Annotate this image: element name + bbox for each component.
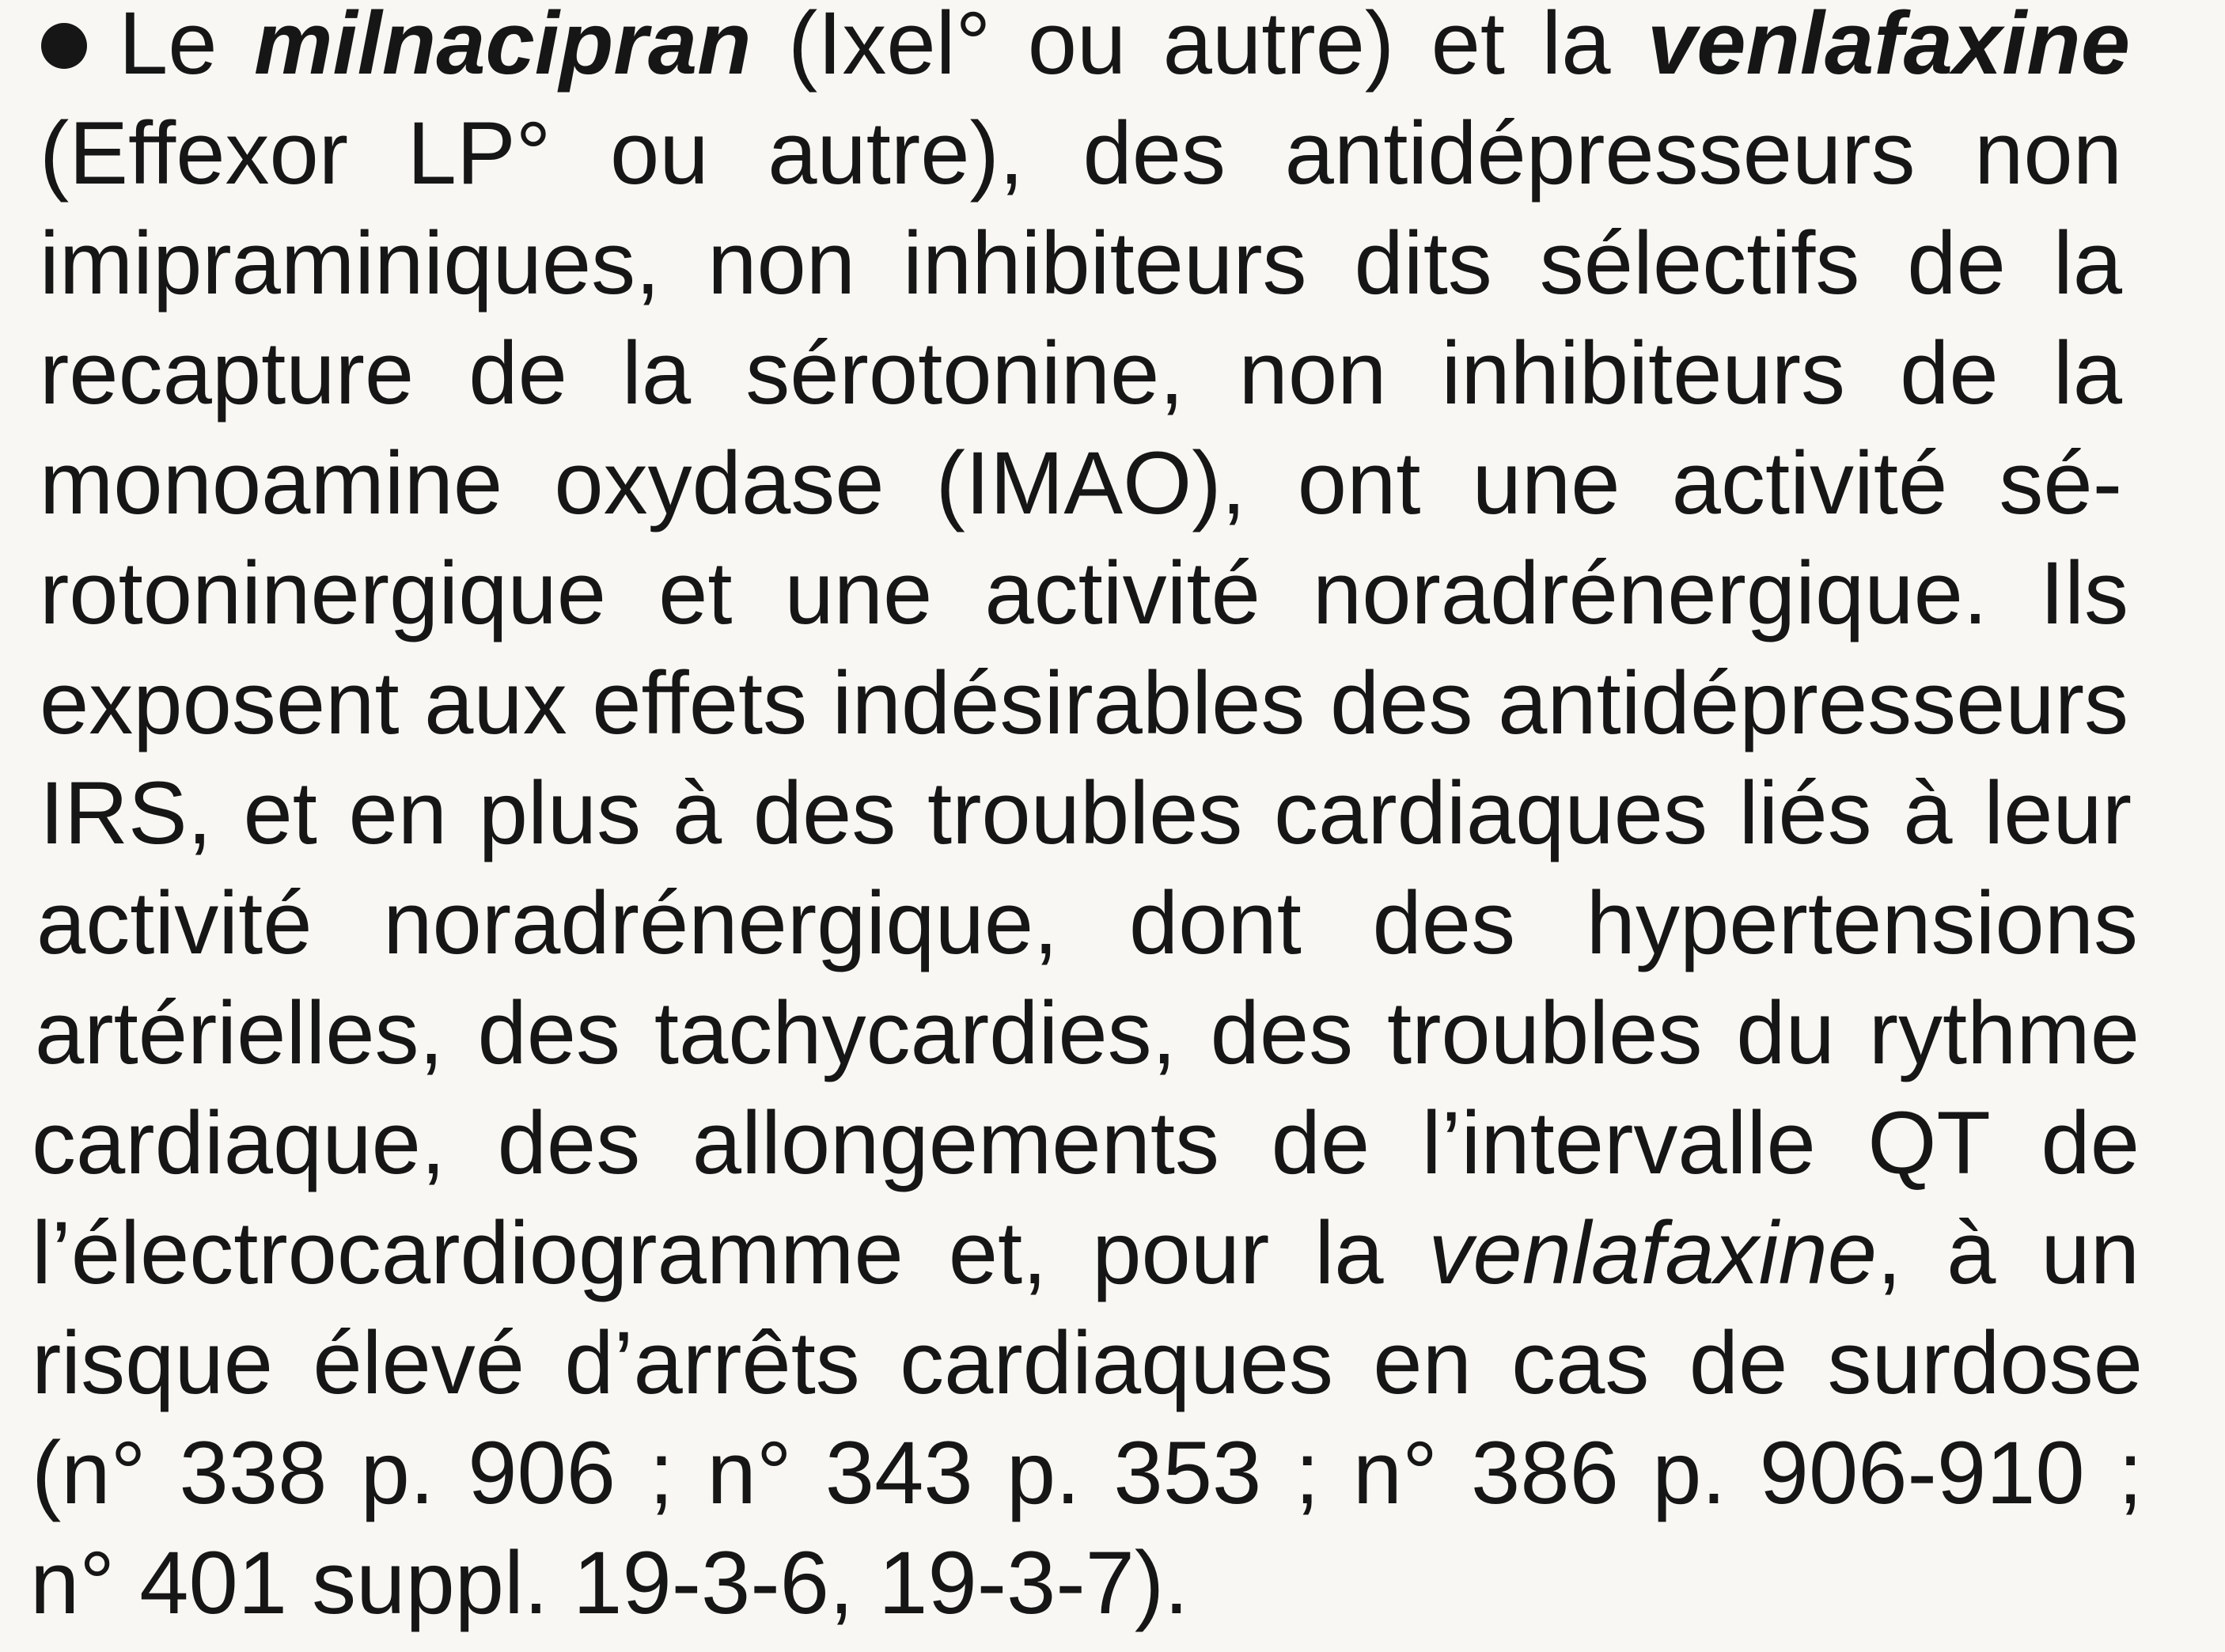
text-line bbox=[40, 324, 2122, 440]
text-segment: , à un bbox=[1877, 1203, 2140, 1302]
text-line bbox=[32, 1203, 2140, 1320]
text-segment: activité noradrénergique, dont des hypertensions bbox=[36, 873, 2138, 972]
drug-name: venlafaxine bbox=[1428, 1203, 1878, 1302]
text-line bbox=[36, 873, 2138, 990]
text-line bbox=[40, 214, 2122, 330]
text-segment: IRS, et en plus à des troubles cardiaques liés à leur bbox=[40, 763, 2132, 862]
text-segment: recapture de la sérotonine, non inhibiteurs de la bbox=[40, 324, 2122, 422]
text-line bbox=[40, 544, 2128, 660]
text-segment: artérielles, des tachycardies, des troubles du rythme bbox=[35, 983, 2140, 1082]
text-line bbox=[32, 1313, 2143, 1430]
text-segment: l’électrocardiogramme et, pour la bbox=[32, 1203, 1429, 1302]
text-segment: monoamine oxydase (IMAO), ont une activité sé- bbox=[40, 434, 2122, 532]
text-segment: (Effexor LP° ou autre), des antidépresseurs non bbox=[40, 104, 2122, 203]
bullet-icon bbox=[41, 23, 87, 69]
text-line bbox=[40, 763, 2132, 880]
text-line bbox=[40, 434, 2122, 550]
text-segment: n° 401 suppl. 19-3-6, 19-3-7). bbox=[30, 1533, 1189, 1632]
text-segment: (Ixel° ou autre) et la bbox=[751, 0, 1647, 93]
text-line bbox=[30, 1533, 2141, 1650]
drug-name: milnacipran bbox=[253, 0, 752, 93]
drug-name: venlafaxine bbox=[1647, 0, 2130, 93]
text-segment: exposent aux effets indésirables des antidépresseurs bbox=[40, 654, 2128, 752]
text-segment: cardiaque, des allongements de l’intervalle QT de bbox=[32, 1093, 2140, 1192]
text-line bbox=[32, 1423, 2143, 1540]
text-segment: imipraminiques, non inhibiteurs dits sélectifs de la bbox=[40, 214, 2122, 313]
text-segment: rotoninergique et une activité noradrénergique. Ils bbox=[40, 544, 2128, 642]
text-segment: Le bbox=[119, 0, 254, 93]
text-line bbox=[40, 104, 2122, 220]
text-line bbox=[32, 1093, 2140, 1210]
paragraph bbox=[30, 0, 2176, 1650]
text-line bbox=[35, 983, 2140, 1100]
text-segment: risque élevé d’arrêts cardiaques en cas de surdose bbox=[32, 1313, 2143, 1412]
text-line bbox=[41, 0, 2130, 110]
text-segment: (n° 338 p. 906 ; n° 343 p. 353 ; n° 386 p. 906-910 ; bbox=[32, 1423, 2143, 1522]
text-line bbox=[40, 654, 2128, 770]
